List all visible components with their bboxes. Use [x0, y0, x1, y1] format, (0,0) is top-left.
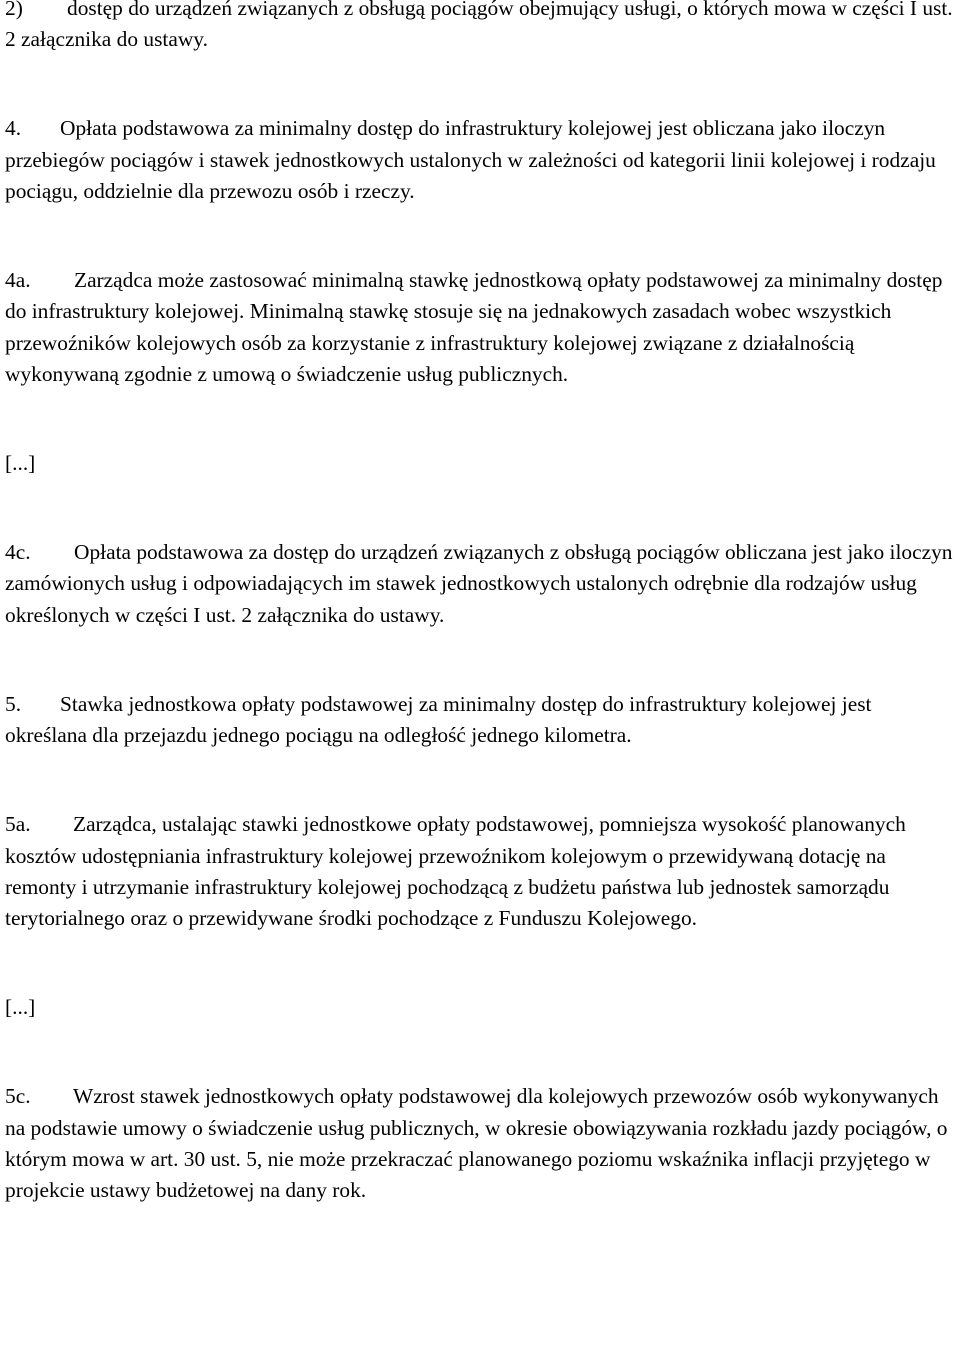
paragraph-text: Stawka jednostkowa opłaty podstawowej za minimalny dostęp do infrastruktury kolejowej jest określana dla przejazdu jednego pociągu na odległość jednego kilometra.: [5, 691, 872, 748]
spacer: [5, 1024, 955, 1082]
paragraph-text: Zarządca, ustalając stawki jednostkowe opłaty podstawowej, pomniejsza wysokość planowanych kosztów udostępniania infrastruktury kolejowej przewoźnikom kolejowym o przewidywaną dotację na remonty i utrzymanie infrastruktury kolejowej pochodzącą z budżetu państwa lub jednostek samorządu terytorialnego oraz o przewidywane środki pochodzące z Funduszu Kolejowego.: [5, 812, 906, 931]
spacer: [5, 391, 955, 449]
spacer: [5, 208, 955, 266]
paragraph-number: 4c.: [5, 540, 31, 565]
paragraph-text: Wzrost stawek jednostkowych opłaty podstawowej dla kolejowych przewozów osób wykonywanych na podstawie umowy o świadczenie usług publicznych, w okresie obowiązywania rozkładu jazdy pociągów, o którym mowa w art. 30 ust. 5, nie może przekraczać planowanego poziomu wskaźnika inflacji przyjętego w projekcie ustawy budżetowej na dany rok.: [5, 1084, 948, 1203]
spacer: [5, 56, 955, 114]
paragraph-number: 5a.: [5, 812, 31, 837]
spacer: [5, 480, 955, 538]
spacer: [5, 752, 955, 810]
spacer: [5, 631, 955, 689]
paragraph-5c: [5, 1081, 955, 1207]
paragraph-2: [5, 0, 955, 56]
omission-marker: [...]: [5, 995, 36, 1020]
document-page: [5, 0, 955, 1207]
paragraph-text: Opłata podstawowa za dostęp do urządzeń związanych z obsługą pociągów obliczana jest jako iloczyn zamówionych usług i odpowiadających im stawek jednostkowych ustalonych odrębnie dla rodzajów usług określonych w części I ust. 2 załącznika do ustawy.: [5, 540, 953, 627]
paragraph-4a: [5, 265, 955, 391]
paragraph-4c: [5, 537, 955, 631]
paragraph-5: [5, 689, 955, 752]
paragraph-5a: [5, 809, 955, 935]
spacer: [5, 935, 955, 993]
paragraph-text: Zarządca może zastosować minimalną stawkę jednostkową opłaty podstawowej za minimalny dostęp do infrastruktury kolejowej. Minimalną stawkę stosuje się na jednakowych zasadach wobec wszystkich przewoźników kolejowych osób za korzystanie z infrastruktury kolejowej związane z działalnością wykonywaną zgodnie z umową o świadczenie usług publicznych.: [5, 268, 943, 387]
paragraph-number: 5c.: [5, 1084, 31, 1109]
paragraph-number: 4.: [5, 116, 22, 141]
omission-marker: [...]: [5, 451, 36, 476]
paragraph-number: 2): [5, 0, 23, 20]
paragraph-4: [5, 113, 955, 207]
paragraph-number: 4a.: [5, 268, 31, 293]
paragraph-text: dostęp do urządzeń związanych z obsługą pociągów obejmujący usługi, o których mowa w części I ust. 2 załącznika do ustawy.: [5, 0, 953, 52]
paragraph-text: Opłata podstawowa za minimalny dostęp do infrastruktury kolejowej jest obliczana jako iloczyn przebiegów pociągów i stawek jednostkowych ustalonych w zależności od kategorii linii kolejowej i rodzaju pociągu, oddzielnie dla przewozu osób i rzeczy.: [5, 116, 936, 204]
paragraph-number: 5.: [5, 691, 22, 716]
